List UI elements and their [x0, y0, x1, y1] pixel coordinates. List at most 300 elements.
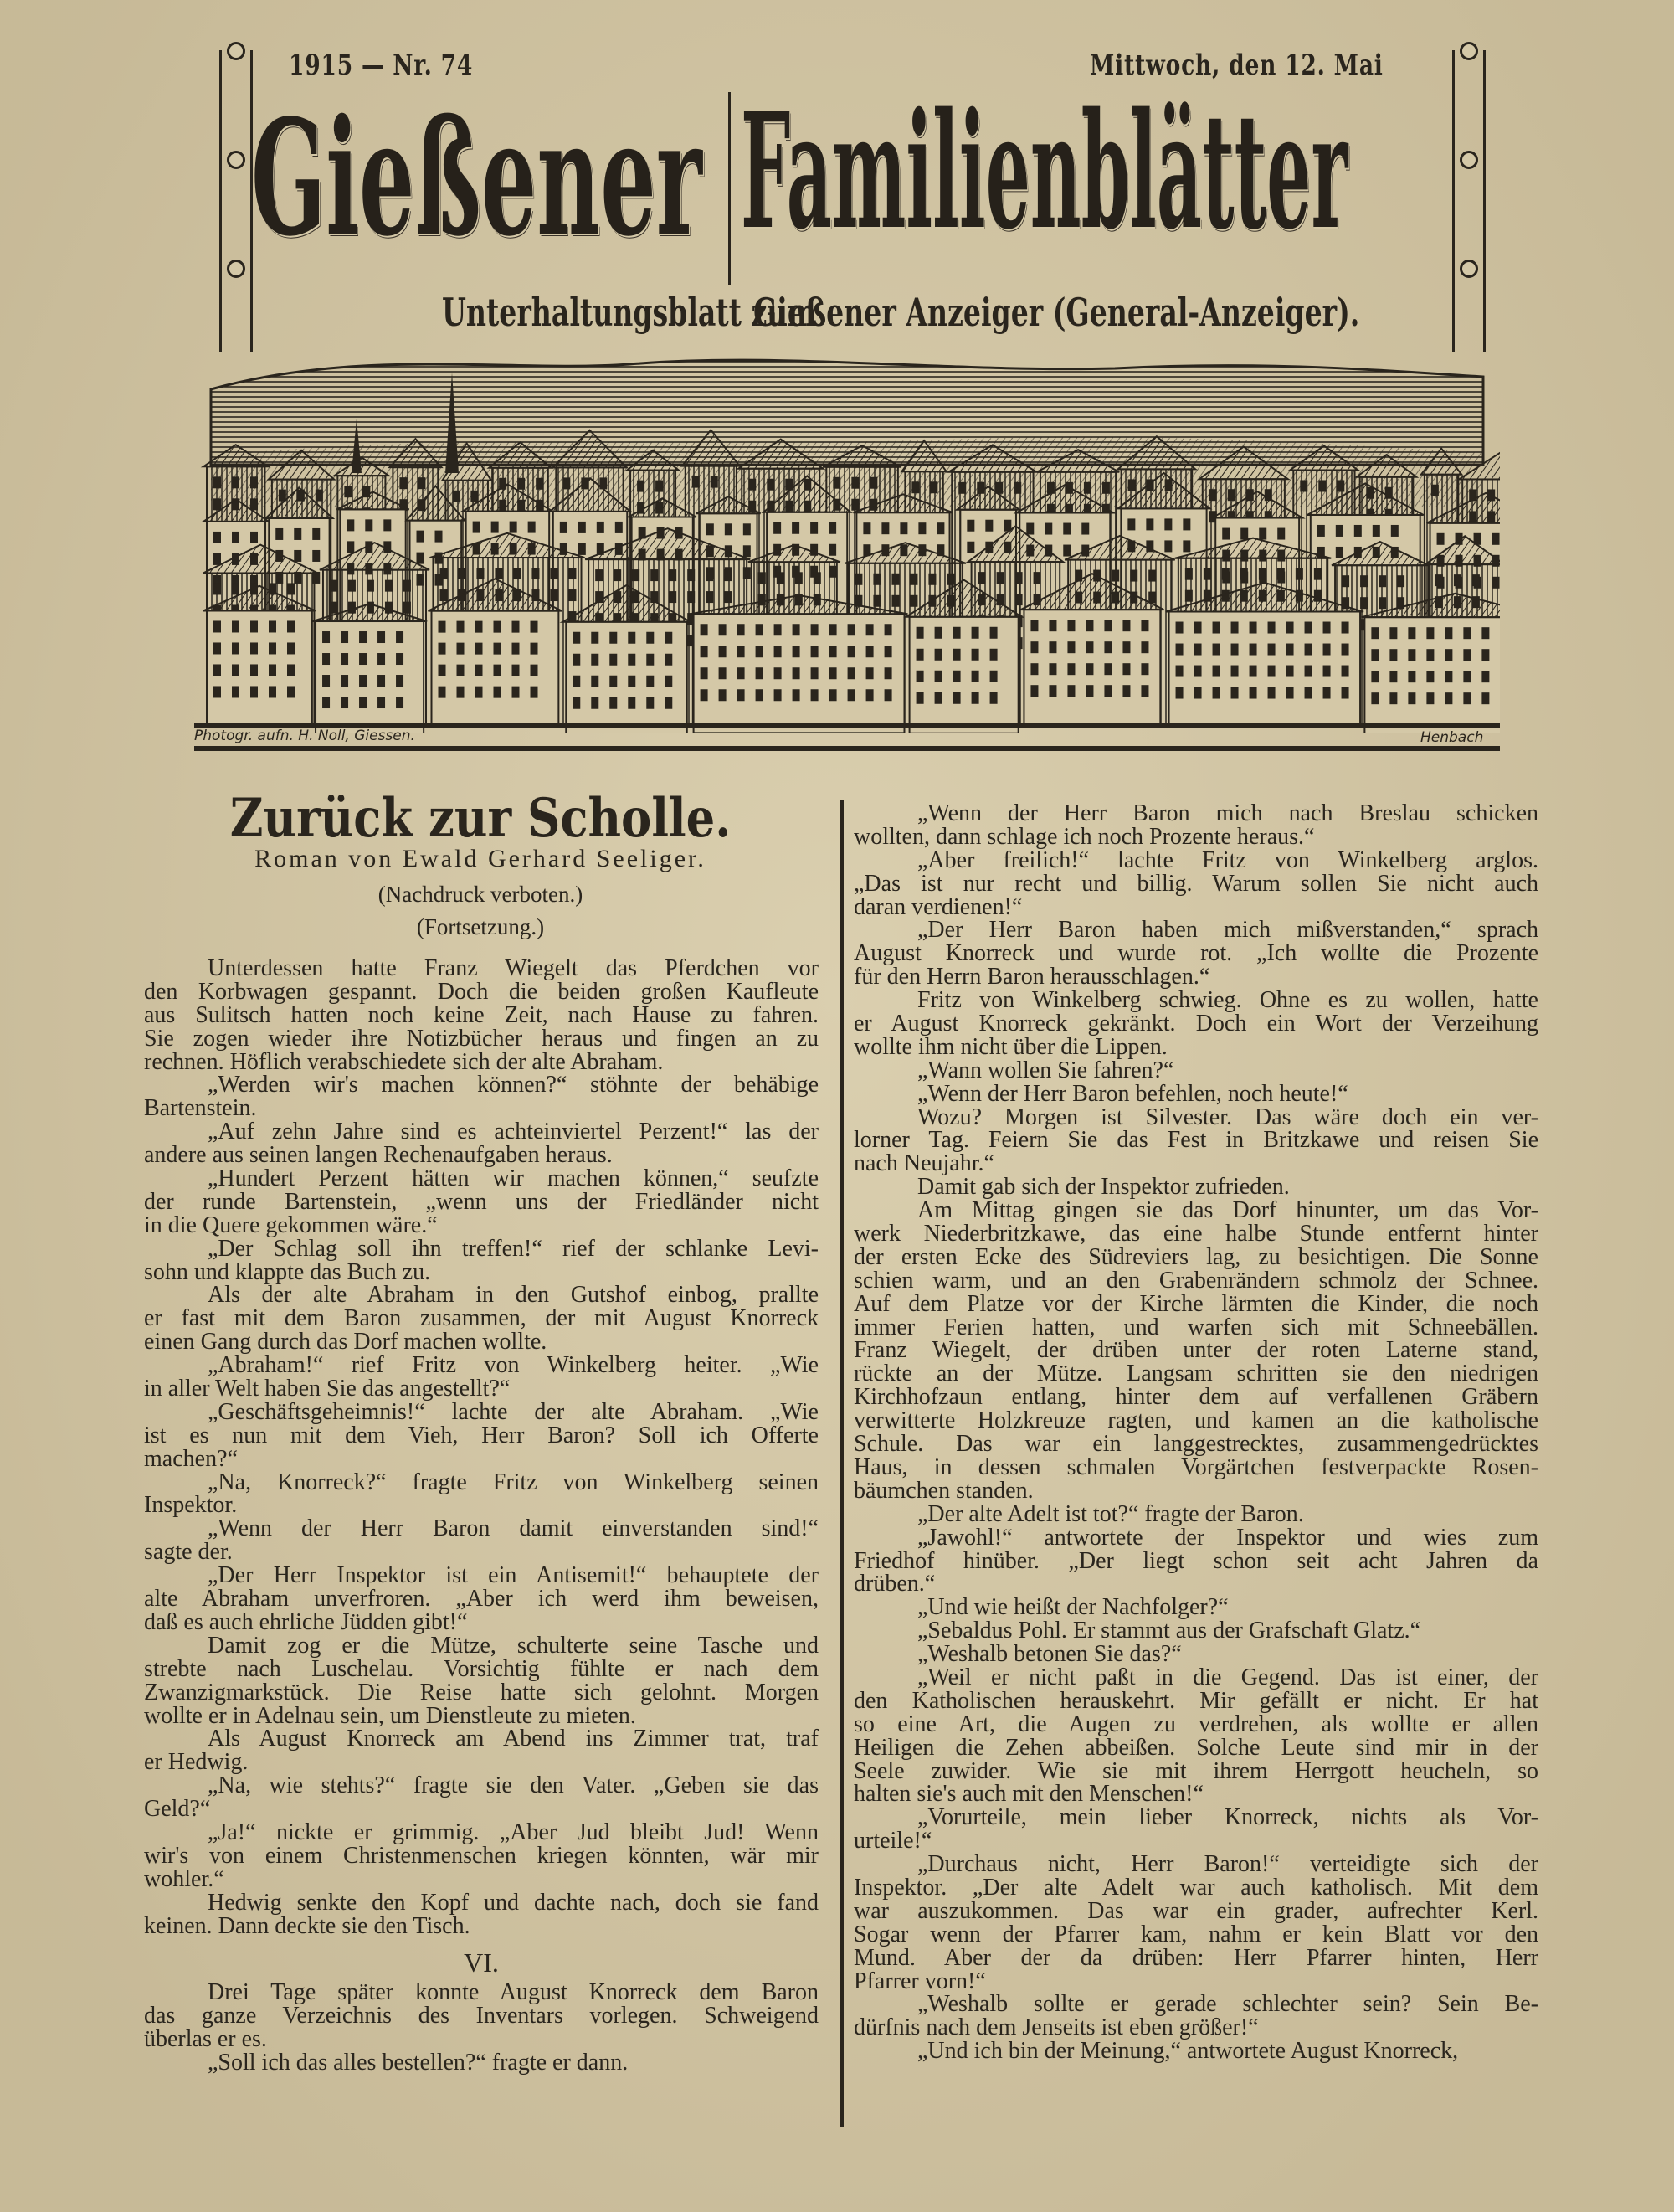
window — [628, 654, 635, 666]
window — [829, 646, 837, 657]
window — [1426, 627, 1434, 639]
window — [910, 574, 917, 585]
window — [1379, 597, 1386, 609]
window — [1481, 692, 1489, 704]
window — [1146, 518, 1153, 530]
window — [452, 491, 460, 502]
window — [1277, 568, 1285, 580]
text-line: Auf dem Platze vor der Kirche lärmten die Kinder, die noch — [854, 1290, 1538, 1317]
window — [531, 568, 539, 579]
window — [1286, 622, 1294, 634]
window — [550, 589, 557, 601]
text-line: Sie zogen wieder ihre Notizbücher heraus und fingen an zu — [144, 1025, 819, 1052]
window — [650, 569, 658, 581]
window — [972, 649, 979, 661]
text-line: „Und ich bin der Meinung,“ antwortete August Knorreck, — [917, 2038, 1459, 2065]
window — [737, 667, 745, 679]
window — [213, 498, 221, 510]
text-line: Fritz von Winkelberg schwieg. Ohne es zu wollen, hatte — [917, 987, 1538, 1014]
window — [1426, 692, 1434, 704]
window — [573, 676, 580, 687]
window — [1045, 523, 1052, 535]
window — [706, 569, 713, 581]
window — [213, 583, 221, 594]
text-line: „Das ist nur recht und billig. Warum sollen Sie nicht auch — [854, 870, 1538, 897]
paragraph — [854, 1643, 1538, 1666]
text-line: verwitterte Holzkreuze ragten, und kamen an die katholische — [854, 1407, 1538, 1434]
window — [1445, 692, 1452, 704]
window — [232, 664, 239, 676]
paragraph — [854, 1080, 1538, 1107]
window — [287, 686, 295, 697]
window — [870, 477, 877, 489]
window — [439, 665, 446, 676]
window — [917, 692, 924, 704]
window — [1389, 627, 1397, 639]
window — [403, 602, 411, 614]
window — [573, 697, 580, 709]
window — [475, 621, 483, 633]
masthead-title-part1: Gießener — [251, 85, 702, 271]
text-line: Mund. Aber der da drüben: Herr Pfarrer hinten, Herr — [854, 1944, 1538, 1971]
house — [207, 610, 312, 724]
text-line: lorner Tag. Feiern Sie das Fest in Britzkawe und reisen Sie — [854, 1127, 1538, 1154]
window — [1268, 622, 1276, 634]
window — [232, 686, 239, 697]
window — [609, 632, 617, 644]
window — [269, 642, 276, 654]
window — [1268, 666, 1276, 677]
window — [1194, 687, 1202, 699]
window — [873, 574, 881, 585]
window — [774, 667, 782, 679]
window — [1463, 671, 1471, 682]
window — [250, 686, 258, 697]
window — [1231, 622, 1239, 634]
window — [396, 675, 403, 687]
window — [935, 627, 942, 639]
window — [330, 580, 337, 592]
window — [829, 624, 837, 635]
window — [1086, 685, 1093, 697]
window — [885, 689, 892, 701]
window — [294, 550, 301, 562]
window — [1014, 482, 1021, 494]
window — [1305, 687, 1312, 699]
window — [287, 664, 295, 676]
window — [1373, 525, 1380, 537]
paragraph — [144, 1073, 819, 1120]
window — [885, 667, 892, 679]
window — [756, 646, 763, 657]
window — [341, 631, 348, 643]
window — [417, 531, 424, 543]
window — [1213, 687, 1220, 699]
window — [1463, 649, 1471, 661]
window — [1408, 649, 1415, 661]
window — [724, 591, 732, 603]
text-line: Hedwig senkte den Kopf und dachte nach, doch sie fand — [208, 1889, 819, 1916]
window — [758, 572, 766, 584]
window — [743, 545, 751, 557]
window — [341, 653, 348, 665]
window — [495, 568, 502, 579]
window — [972, 692, 979, 704]
window — [1454, 574, 1461, 586]
window — [1268, 687, 1276, 699]
window — [1240, 568, 1248, 580]
window — [918, 522, 926, 534]
window — [935, 671, 942, 682]
paragraph — [144, 1471, 819, 1518]
text-line: Damit zog er die Mütze, schulterte seine Tasche und — [208, 1632, 819, 1659]
window — [1277, 528, 1285, 540]
text-line: „Soll ich das alles bestellen?“ fragte er dann. — [208, 2050, 629, 2076]
window — [359, 653, 367, 665]
window — [1231, 644, 1239, 656]
text-line: „Der Herr Inspektor ist ein Antisemit!“ behauptete der — [208, 1562, 819, 1589]
paragraph — [854, 1666, 1538, 1806]
window — [767, 479, 774, 491]
window — [917, 649, 924, 661]
window — [1481, 627, 1489, 639]
window — [531, 643, 538, 655]
window — [294, 528, 301, 540]
window — [439, 568, 447, 579]
text-line: aus Sulitsch hatten noch keine Zeit, nach Hause zu fahren. — [144, 1001, 819, 1028]
right-text-column — [854, 802, 1538, 2063]
window — [1081, 523, 1089, 535]
window — [1034, 572, 1041, 584]
window — [848, 624, 855, 635]
window — [848, 689, 855, 701]
window — [1213, 666, 1220, 677]
text-line: den Katholischen herauskehrt. Mir gefällt er nicht. Er hat — [854, 1687, 1538, 1714]
window — [725, 523, 732, 535]
text-line: „Und wie heißt der Nachfolger?“ — [917, 1594, 1229, 1621]
text-line: einen Gang durch das Dorf machen wollte. — [144, 1329, 547, 1355]
window — [793, 689, 800, 701]
window — [312, 550, 320, 562]
window — [1183, 540, 1190, 552]
window — [322, 675, 330, 687]
window — [990, 671, 998, 682]
text-line: rückte an der Mütze. Langsam schritten sie den niedrigen — [854, 1361, 1538, 1387]
window — [917, 671, 924, 682]
window — [1164, 540, 1172, 552]
window — [562, 477, 570, 489]
window — [1360, 575, 1368, 587]
window — [1049, 685, 1056, 697]
window — [866, 646, 874, 657]
text-line: sagte der. — [144, 1539, 233, 1566]
window — [213, 553, 221, 565]
window — [1141, 620, 1148, 631]
text-line: rechnen. Höflich verabschiedete sich der alte Abraham. — [144, 1048, 664, 1075]
window — [1408, 627, 1415, 639]
window — [1067, 620, 1075, 631]
window — [435, 531, 443, 543]
window — [1063, 545, 1071, 557]
window — [1112, 570, 1119, 582]
window — [1049, 641, 1056, 653]
window — [457, 665, 465, 676]
text-line: Bartenstein. — [144, 1095, 257, 1122]
window — [1194, 666, 1202, 677]
window — [1122, 685, 1130, 697]
window — [377, 675, 385, 687]
window — [531, 687, 538, 698]
window — [312, 528, 320, 540]
window — [851, 477, 859, 489]
right-ornament-pillar — [1452, 50, 1486, 352]
text-line: Pfarrer vorn!“ — [854, 1968, 986, 1994]
window — [597, 522, 604, 533]
window — [213, 664, 221, 676]
text-line: „Wenn der Herr Baron mich nach Breslau schicken — [917, 800, 1538, 826]
window — [417, 553, 424, 564]
paragraph — [144, 1283, 819, 1354]
window — [937, 522, 944, 534]
text-line: den Korbwagen gespannt. Doch die beiden großen Kaufleute — [144, 978, 819, 1005]
text-line: „Abraham!“ rief Fritz von Winkelberg heiter. „Wie — [208, 1352, 819, 1379]
window — [1030, 641, 1038, 653]
text-line: dürfnis nach dem Jenseits ist eben größer!“ — [854, 2014, 1259, 2041]
window — [793, 667, 800, 679]
text-line: war auszukommen. Das war ein grader, aufrechter Kerl. — [854, 1897, 1538, 1924]
window — [701, 667, 708, 679]
text-line: Sogar wenn der Pfarrer kam, nahm er kein Blatt vor den — [854, 1921, 1538, 1947]
window — [814, 572, 821, 584]
text-line: „Na, wie stehts?“ fragte sie den Vater. „Geben sie das — [208, 1772, 819, 1799]
window — [811, 667, 819, 679]
window — [1086, 620, 1093, 631]
window — [811, 689, 819, 701]
window — [793, 646, 800, 657]
window — [947, 574, 954, 585]
window — [1318, 480, 1326, 491]
window — [990, 627, 998, 639]
text-line: Am Mittag gingen sie das Dorf hinunter, um das Vor- — [917, 1197, 1538, 1224]
window — [866, 689, 874, 701]
text-line: „Jawohl!“ antwortete der Inspektor und wies zum — [917, 1524, 1538, 1551]
window — [513, 568, 521, 579]
text-line: „Weshalb sollte er gerade schlechter sein? Sein Be- — [917, 1991, 1538, 2018]
window — [396, 653, 403, 665]
window — [1408, 671, 1415, 682]
window — [628, 632, 635, 644]
window — [1445, 627, 1452, 639]
text-line: nach Neujahr.“ — [854, 1150, 994, 1177]
text-line: Inspektor. — [144, 1492, 238, 1519]
window — [1492, 533, 1500, 545]
window — [476, 568, 484, 579]
window — [1122, 620, 1130, 631]
column-rule — [840, 800, 844, 2127]
paragraph — [854, 2040, 1538, 2063]
window — [990, 692, 998, 704]
window — [470, 491, 478, 502]
window — [829, 689, 837, 701]
paragraph — [854, 1853, 1538, 1993]
window — [1268, 644, 1276, 656]
window — [377, 653, 385, 665]
window — [972, 627, 979, 639]
text-line: der ersten Ecke des Südreviers lag, zu besichtigen. Die Sonne — [854, 1243, 1538, 1270]
window — [851, 499, 859, 511]
paragraph — [144, 1167, 819, 1237]
window — [494, 643, 501, 655]
window — [1391, 525, 1399, 537]
window — [1194, 644, 1202, 656]
window — [1231, 666, 1239, 677]
window — [232, 532, 239, 543]
window — [1164, 518, 1172, 530]
window — [866, 624, 874, 635]
window — [250, 642, 258, 654]
window — [213, 686, 221, 697]
window — [701, 646, 708, 657]
window — [322, 697, 330, 708]
text-line: wollte er in Adelnau sein, um Dienstleute zu mieten. — [144, 1702, 636, 1729]
window — [439, 621, 446, 633]
paragraph — [144, 1120, 819, 1167]
window — [344, 486, 352, 497]
window — [1445, 671, 1452, 682]
window — [1231, 687, 1239, 699]
masthead-subtitle-part2: Gießener Anzeiger (General-Anzeiger). — [753, 290, 1360, 335]
paragraph — [144, 957, 819, 1073]
window — [1213, 644, 1220, 656]
window — [958, 482, 966, 494]
text-line: Inspektor. „Der alte Adelt war auch katholisch. Mit dem — [854, 1874, 1538, 1901]
window — [1296, 568, 1303, 580]
window — [1240, 528, 1248, 540]
window — [232, 583, 239, 594]
window — [573, 654, 580, 666]
window — [972, 671, 979, 682]
window — [967, 520, 974, 532]
text-line: „Durchaus nicht, Herr Baron!“ verteidigte sich der — [917, 1851, 1538, 1878]
window — [1104, 620, 1112, 631]
text-line: das ganze Verzeichnis des Inventars vorlegen. Schweigend — [144, 2003, 819, 2029]
reprint-notice: (Nachdruck verboten.) — [377, 882, 583, 907]
window — [1342, 622, 1349, 634]
window — [383, 519, 391, 531]
window — [1030, 685, 1038, 697]
text-line: „Aber freilich!“ lachte Fritz von Winkelberg arglos. — [917, 846, 1538, 873]
window — [756, 689, 763, 701]
window — [269, 686, 276, 697]
text-line: wollten, dann schlage ich noch Prozente heraus.“ — [854, 823, 1315, 850]
window — [719, 624, 727, 635]
window — [1426, 649, 1434, 661]
window — [1250, 666, 1257, 677]
window — [1389, 671, 1397, 682]
window — [756, 624, 763, 635]
window — [250, 498, 258, 510]
window — [900, 522, 907, 534]
window — [1122, 663, 1130, 675]
window — [578, 522, 586, 533]
paragraph — [854, 1199, 1538, 1503]
window — [591, 654, 598, 666]
window — [646, 632, 654, 644]
window — [269, 620, 276, 632]
window — [494, 665, 501, 676]
window — [528, 522, 536, 533]
window — [665, 632, 672, 644]
text-line: „Sebaldus Pohl. Er stammt aus der Grafschaft Glatz.“ — [917, 1618, 1421, 1644]
window — [1371, 627, 1379, 639]
text-line: er fast mit dem Baron zusammen, der mit August Knorreck — [144, 1305, 819, 1332]
window — [1371, 671, 1379, 682]
window — [777, 572, 784, 584]
text-line: Kirchhofzaun entlang, hinter dem auf verfallenen Gräbern — [854, 1384, 1538, 1411]
window — [578, 543, 586, 555]
window — [669, 591, 676, 603]
window — [855, 574, 862, 585]
text-line: Geld?“ — [144, 1796, 211, 1823]
window — [928, 574, 936, 585]
window — [1250, 687, 1257, 699]
paragraph — [854, 1619, 1538, 1643]
paragraph — [144, 1517, 819, 1564]
window — [1437, 533, 1445, 545]
window — [1389, 692, 1397, 704]
paragraph — [854, 846, 1538, 920]
window — [1323, 666, 1331, 677]
text-line: „Auf zehn Jahre sind es achteinviertel Perzent!“ las der — [208, 1119, 819, 1145]
paragraph — [144, 1237, 819, 1284]
window — [646, 697, 654, 709]
window — [494, 621, 501, 633]
window — [1176, 622, 1184, 634]
engraver-credit: Henbach — [1420, 729, 1484, 746]
text-line: in die Quere gekommen wäre.“ — [144, 1211, 438, 1238]
window — [517, 478, 525, 490]
text-line: überlas er es. — [144, 2026, 267, 2053]
window — [1067, 663, 1075, 675]
window — [885, 646, 892, 657]
window — [665, 676, 672, 687]
window — [213, 642, 221, 654]
window — [1213, 622, 1220, 634]
window — [418, 477, 425, 489]
text-line: „Werden wir's machen können?“ stöhnte der behäbige — [208, 1072, 819, 1098]
window — [1185, 590, 1193, 602]
window — [568, 568, 576, 579]
window — [475, 665, 483, 676]
window — [829, 667, 837, 679]
window — [568, 589, 576, 601]
window — [591, 697, 598, 709]
window — [724, 569, 732, 581]
paragraph — [854, 802, 1538, 849]
text-line: drüben.“ — [854, 1571, 936, 1597]
window — [1305, 622, 1312, 634]
window — [1209, 489, 1217, 501]
window — [347, 541, 354, 553]
window — [1371, 649, 1379, 661]
window — [881, 522, 889, 534]
window — [811, 646, 819, 657]
window — [1250, 622, 1257, 634]
window — [1323, 687, 1331, 699]
text-line: „Wenn der Herr Baron damit einverstanden sind!“ — [208, 1515, 819, 1542]
window — [494, 687, 501, 698]
window — [1463, 692, 1471, 704]
